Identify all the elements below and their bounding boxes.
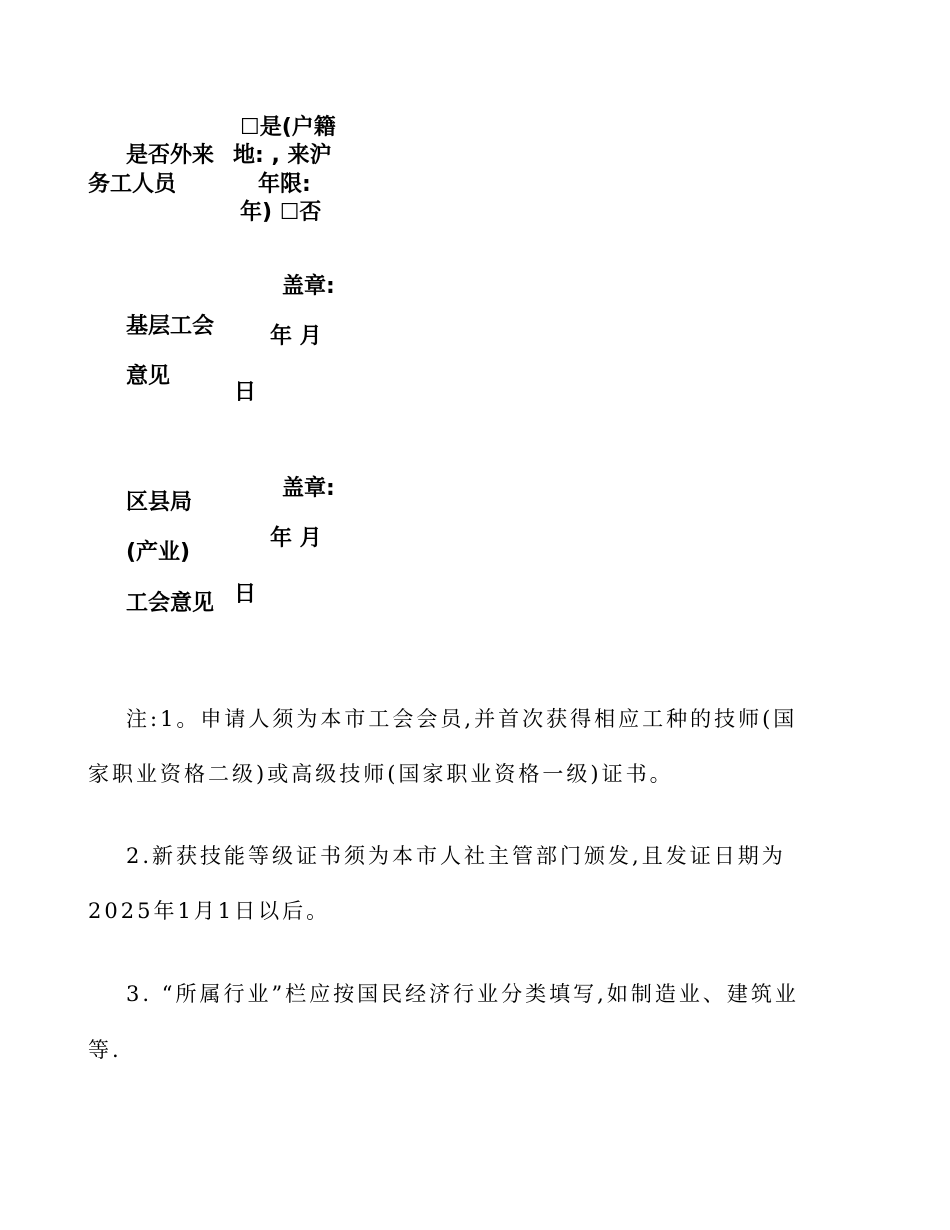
- note-3-line-1: 3. “所属行业”栏应按国民经济行业分类填写,如制造业、建筑业: [126, 982, 799, 1006]
- district-union-label-line3: 工会意见: [126, 591, 215, 616]
- note-1-line-2: 家职业资格二级)或高级技师(国家职业资格一级)证书。: [88, 762, 674, 786]
- grassroots-union-date-line2: 日: [234, 380, 257, 405]
- district-union-date-line1: 年 月: [270, 526, 322, 551]
- note-2-line-2: 2025年1月1日以后。: [88, 899, 331, 923]
- district-union-label-line2: (产业): [126, 540, 191, 565]
- district-union-label-line1: 区县局: [126, 490, 193, 515]
- note-3-line-2: 等.: [88, 1038, 122, 1062]
- migrant-worker-no-option: 年) ☐否: [240, 200, 322, 225]
- years-in-shanghai-field: 年限:: [258, 172, 311, 197]
- district-union-seal: 盖章:: [282, 476, 335, 501]
- migrant-worker-label-line2: 务工人员: [88, 172, 177, 197]
- migrant-worker-label-line1: 是否外来: [126, 143, 215, 168]
- grassroots-union-date-line1: 年 月: [270, 324, 322, 349]
- note-1-line-1: 注:1。申请人须为本市工会会员,并首次获得相应工种的技师(国: [126, 707, 798, 731]
- district-union-date-line2: 日: [234, 582, 257, 607]
- migrant-worker-yes-option: ☐是(户籍: [240, 115, 336, 140]
- note-2-line-1: 2.新获技能等级证书须为本市人社主管部门颁发,且发证日期为: [126, 844, 786, 868]
- household-registration-field: 地: , 来沪: [233, 143, 332, 168]
- grassroots-union-label-line1: 基层工会: [126, 314, 215, 339]
- grassroots-union-label-line2: 意见: [126, 364, 171, 389]
- grassroots-union-seal: 盖章:: [282, 274, 335, 299]
